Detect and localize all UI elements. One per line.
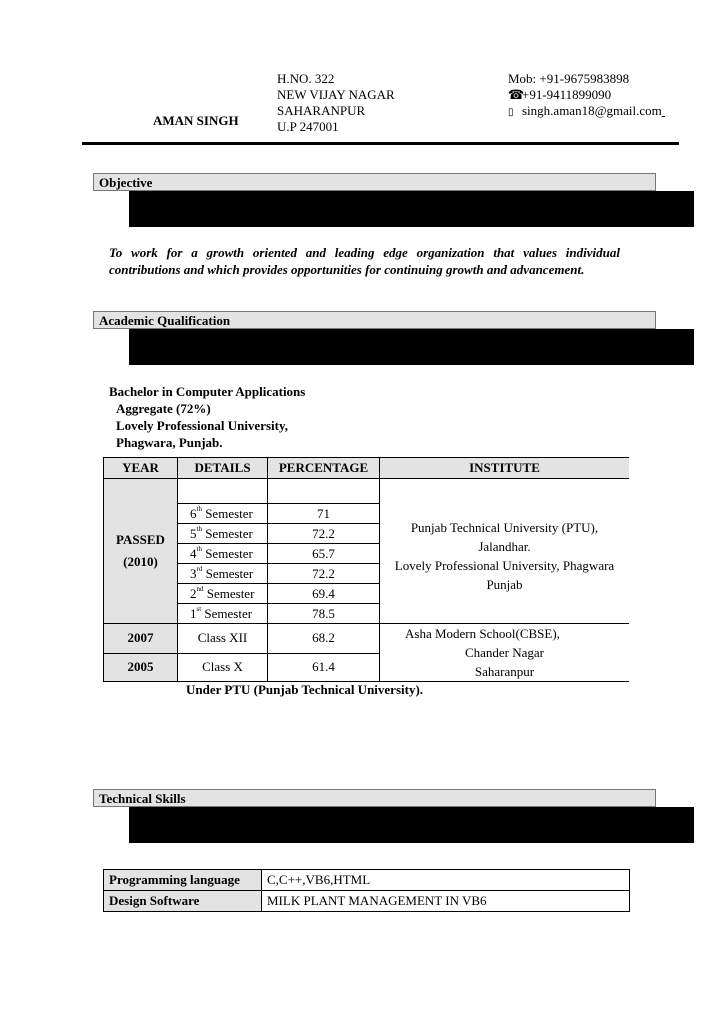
blank-cell xyxy=(178,479,268,504)
col-header-percentage: PERCENTAGE xyxy=(268,458,380,479)
header-divider xyxy=(82,142,679,145)
pct-cell: 68.2 xyxy=(268,624,380,654)
passed-year: (2010) xyxy=(123,554,158,569)
degree-university: Lovely Professional University, xyxy=(116,418,289,433)
semester-pct: 65.7 xyxy=(268,544,380,564)
address-line: H.NO. 322 xyxy=(277,71,335,86)
objective-text: To work for a growth oriented and leading edge organization that values individual contributions and which provides opportunities for continuing growth and advancement. xyxy=(109,245,620,277)
semester-pct: 71 xyxy=(268,504,380,524)
section-band xyxy=(129,329,694,365)
semester-detail: 3rd Semester xyxy=(178,564,268,584)
semester-detail: 2nd Semester xyxy=(178,584,268,604)
semester-detail: 6th Semester xyxy=(178,504,268,524)
table-row xyxy=(104,479,630,504)
col-header-details: DETAILS xyxy=(178,458,268,479)
semester-pct: 69.4 xyxy=(268,584,380,604)
details-cell: Class XII xyxy=(178,624,268,654)
semester-pct: 78.5 xyxy=(268,604,380,624)
contact-block xyxy=(508,71,665,121)
address-line: U.P 247001 xyxy=(277,119,339,134)
table-row xyxy=(104,624,630,654)
col-header-institute: INSTITUTE xyxy=(380,458,630,479)
institute-line: Lovely Professional University, Phagwara xyxy=(394,558,615,573)
objective-heading: Objective xyxy=(93,173,656,191)
institute-line: Punjab xyxy=(486,577,523,592)
academic-heading: Academic Qualification xyxy=(93,311,656,329)
table-header-row xyxy=(104,458,630,479)
year-cell: 2007 xyxy=(104,624,178,654)
table-row xyxy=(104,891,630,912)
address-line: SAHARANPUR xyxy=(277,103,366,118)
phone-icon: ☎ xyxy=(508,87,525,102)
section-band xyxy=(129,191,694,227)
institute-line: Chander Nagar xyxy=(464,645,545,660)
email-icon: ▯ xyxy=(508,107,514,118)
degree-location: Phagwara, Punjab. xyxy=(116,435,223,450)
semester-detail: 5th Semester xyxy=(178,524,268,544)
passed-cell xyxy=(104,479,178,624)
section-band xyxy=(129,807,694,843)
school-institute-cell xyxy=(380,624,630,682)
semester-pct: 72.2 xyxy=(268,564,380,584)
table-row xyxy=(104,870,630,891)
technical-heading: Technical Skills xyxy=(93,789,656,807)
year-cell: 2005 xyxy=(104,653,178,682)
passed-label: PASSED xyxy=(116,532,165,547)
skill-key: Design Software xyxy=(104,891,262,912)
semester-pct: 72.2 xyxy=(268,524,380,544)
address-line: NEW VIJAY NAGAR xyxy=(277,87,395,102)
col-header-year: YEAR xyxy=(104,458,178,479)
pct-cell: 61.4 xyxy=(268,653,380,682)
email-link[interactable]: singh.aman18@gmail.com xyxy=(522,103,662,118)
degree-title: Bachelor in Computer Applications xyxy=(109,384,306,399)
skill-key: Programming language xyxy=(104,870,262,891)
candidate-name: AMAN SINGH xyxy=(153,113,239,128)
ptu-note: Under PTU (Punjab Technical University). xyxy=(186,682,424,697)
institute-line: Punjab Technical University (PTU), xyxy=(410,520,599,535)
mobile-number: Mob: +91-9675983898 xyxy=(508,71,630,86)
bca-institute-cell xyxy=(380,479,630,624)
phone-row xyxy=(508,87,665,103)
institute-line: Jalandhar. xyxy=(478,539,531,554)
semester-detail: 4th Semester xyxy=(178,544,268,564)
academic-table xyxy=(103,457,629,682)
details-cell: Class X xyxy=(178,653,268,682)
phone-number: +91-9411899090 xyxy=(522,87,612,102)
address-block xyxy=(277,71,395,135)
semester-detail: 1st Semester xyxy=(178,604,268,624)
skill-value: C,C++,VB6,HTML xyxy=(262,870,630,891)
degree-block xyxy=(109,383,305,451)
skills-table xyxy=(103,869,630,912)
institute-line: Asha Modern School(CBSE), xyxy=(405,626,560,641)
institute-line: Saharanpur xyxy=(474,664,535,679)
degree-aggregate: Aggregate (72%) xyxy=(116,401,211,416)
email-row xyxy=(508,103,665,121)
skill-value: MILK PLANT MANAGEMENT IN VB6 xyxy=(262,891,630,912)
blank-cell xyxy=(268,479,380,504)
